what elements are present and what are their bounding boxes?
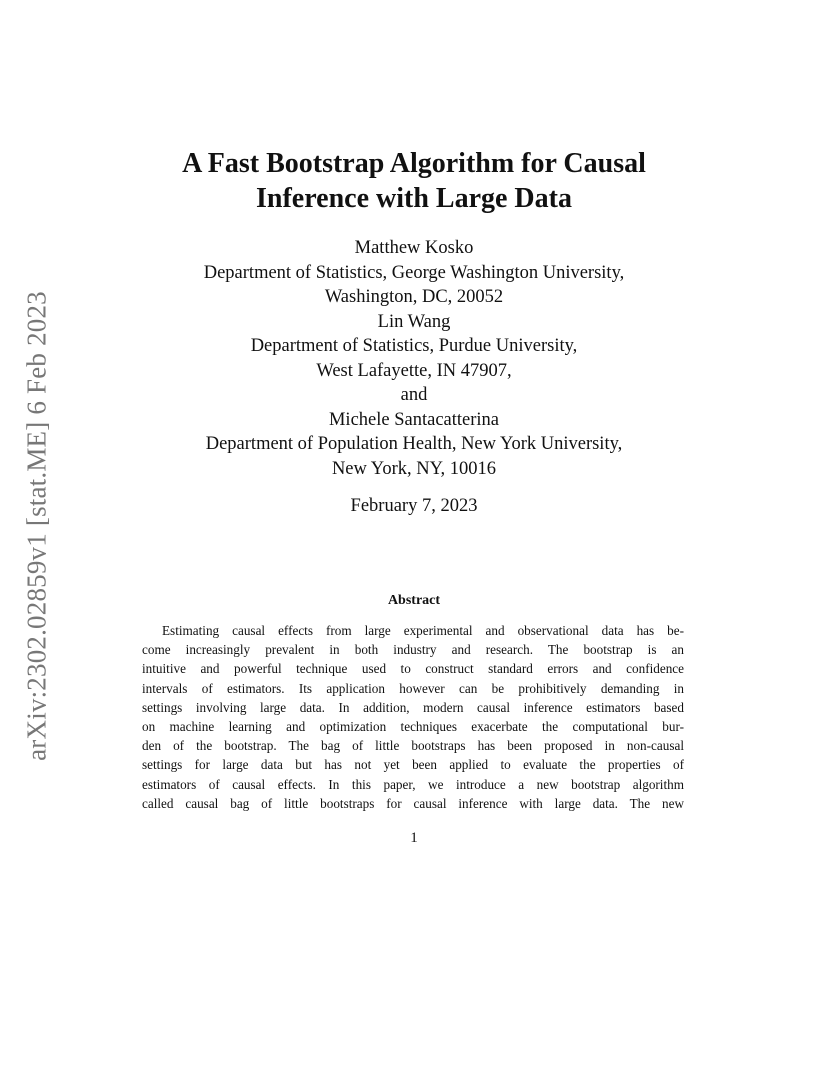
title-line: Inference with Large Data bbox=[256, 183, 572, 214]
abstract-line: settings involving large data. In addition, modern causal inference estimators based bbox=[142, 699, 684, 715]
author-address: New York, NY, 10016 bbox=[331, 458, 497, 479]
abstract-heading: Abstract bbox=[387, 593, 441, 608]
paper-date: February 7, 2023 bbox=[350, 496, 478, 516]
author-name: Matthew Kosko bbox=[354, 238, 474, 258]
arxiv-stamp-text: arXiv:2302.02859v1 [stat.ME] 6 Feb 2023 bbox=[21, 291, 52, 761]
author-affiliation: Department of Population Health, New York University, bbox=[205, 434, 623, 454]
page-number: 1 bbox=[410, 830, 418, 846]
author-address: Washington, DC, 20052 bbox=[324, 287, 504, 307]
abstract-line: come increasingly prevalent in both industry and research. The bootstrap is an bbox=[142, 642, 684, 658]
author-name: Lin Wang bbox=[377, 311, 451, 332]
author-block bbox=[0, 236, 828, 481]
title-line: A Fast Bootstrap Algorithm for Causal bbox=[182, 148, 646, 179]
abstract-body bbox=[142, 621, 684, 813]
author-conjunction: and bbox=[400, 385, 428, 405]
abstract-line: intervals of estimators. Its application however can be prohibitively demanding in bbox=[142, 680, 684, 696]
abstract-line: on machine learning and optimization techniques exacerbate the computational bur- bbox=[142, 719, 684, 735]
abstract-line: called causal bag of little bootstraps for causal inference with large data. The new bbox=[142, 795, 684, 811]
abstract-line: Estimating causal effects from large experimental and observational data has be- bbox=[162, 623, 684, 638]
author-address: West Lafayette, IN 47907, bbox=[316, 360, 512, 381]
author-affiliation: Department of Statistics, Purdue University, bbox=[250, 336, 578, 356]
abstract-line: intuitive and powerful technique used to construct standard errors and confidence bbox=[142, 661, 684, 677]
abstract-line: den of the bootstrap. The bag of little bootstraps has been proposed in non-causal bbox=[142, 738, 684, 754]
abstract-line: settings for large data but has not yet been applied to evaluate the properties of bbox=[142, 757, 684, 773]
author-affiliation: Department of Statistics, George Washington University, bbox=[203, 262, 625, 283]
abstract-line: estimators of causal effects. In this paper, we introduce a new bootstrap algorithm bbox=[142, 776, 684, 792]
paper-title bbox=[0, 146, 828, 216]
author-name: Michele Santacatterina bbox=[328, 409, 499, 430]
